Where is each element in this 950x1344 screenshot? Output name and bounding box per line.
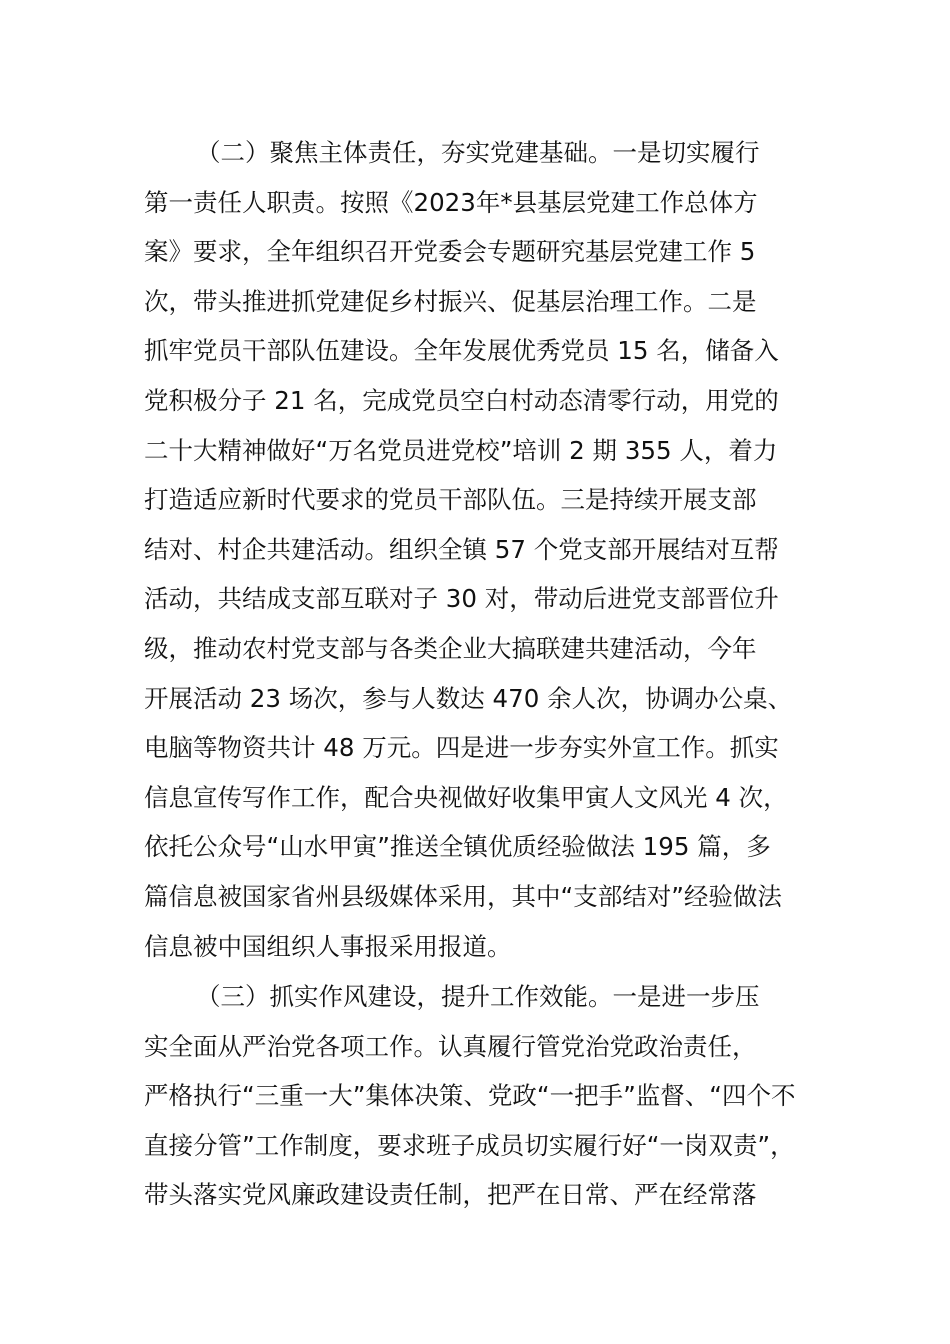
paragraph-line: （三）抓实作风建设，提升工作效能。一是进一步压: [196, 982, 760, 1011]
paragraph-line: 实全面从严治党各项工作。认真履行管党治党政治责任，: [144, 1031, 757, 1061]
paragraph-line: 篇信息被国家省州县级媒体采用，其中“支部结对”经验做法: [144, 881, 782, 911]
paragraph-line: 打造适应新时代要求的党员干部队伍。三是持续开展支部: [144, 485, 757, 515]
paragraph-line: 严格执行“三重一大”集体决策、党政“一把手”监督、“四个不: [144, 1081, 796, 1111]
paragraph-line: 抓牢党员干部队伍建设。全年发展优秀党员 15 名，储备入: [144, 336, 779, 366]
paragraph-work-style-building: [144, 972, 834, 1220]
paragraph-line: 党积极分子 21 名，完成党员空白村动态清零行动，用党的: [144, 385, 779, 415]
paragraph-line: 级，推动农村党支部与各类企业大搞联建共建活动，今年: [144, 633, 757, 663]
paragraph-focus-main-responsibility: [144, 128, 834, 971]
paragraph-line: 开展活动 23 场次，参与人数达 470 余人次，协调办公桌、: [144, 683, 793, 713]
paragraph-line: 次，带头推进抓党建促乡村振兴、促基层治理工作。二是: [144, 286, 757, 316]
paragraph-line: 信息宣传写作工作，配合央视做好收集甲寅人文风光 4 次，: [144, 782, 788, 812]
paragraph-line: 二十大精神做好“万名党员进党校”培训 2 期 355 人，着力: [144, 435, 778, 465]
paragraph-line: 依托公众号“山水甲寅”推送全镇优质经验做法 195 篇，多: [144, 832, 771, 862]
paragraph-line: 信息被中国组织人事报采用报道。: [144, 931, 512, 961]
paragraph-line: 结对、村企共建活动。组织全镇 57 个党支部开展结对互帮: [144, 534, 779, 564]
paragraph-line: 电脑等物资共计 48 万元。四是进一步夯实外宣工作。抓实: [144, 733, 779, 763]
paragraph-line: （二）聚焦主体责任，夯实党建基础。一是切实履行: [196, 138, 760, 167]
paragraph-line: 活动，共结成支部互联对子 30 对，带动后进党支部晋位升: [144, 584, 779, 614]
paragraph-line: 第一责任人职责。按照《2023年*县基层党建工作总体方: [144, 187, 758, 217]
paragraph-line: 案》要求，全年组织召开党委会专题研究基层党建工作 5: [144, 237, 756, 267]
paragraph-line: 直接分管”工作制度，要求班子成员切实履行好“一岗双责”，: [144, 1130, 795, 1160]
paragraph-line: 带头落实党风廉政建设责任制，把严在日常、严在经常落: [144, 1180, 757, 1210]
